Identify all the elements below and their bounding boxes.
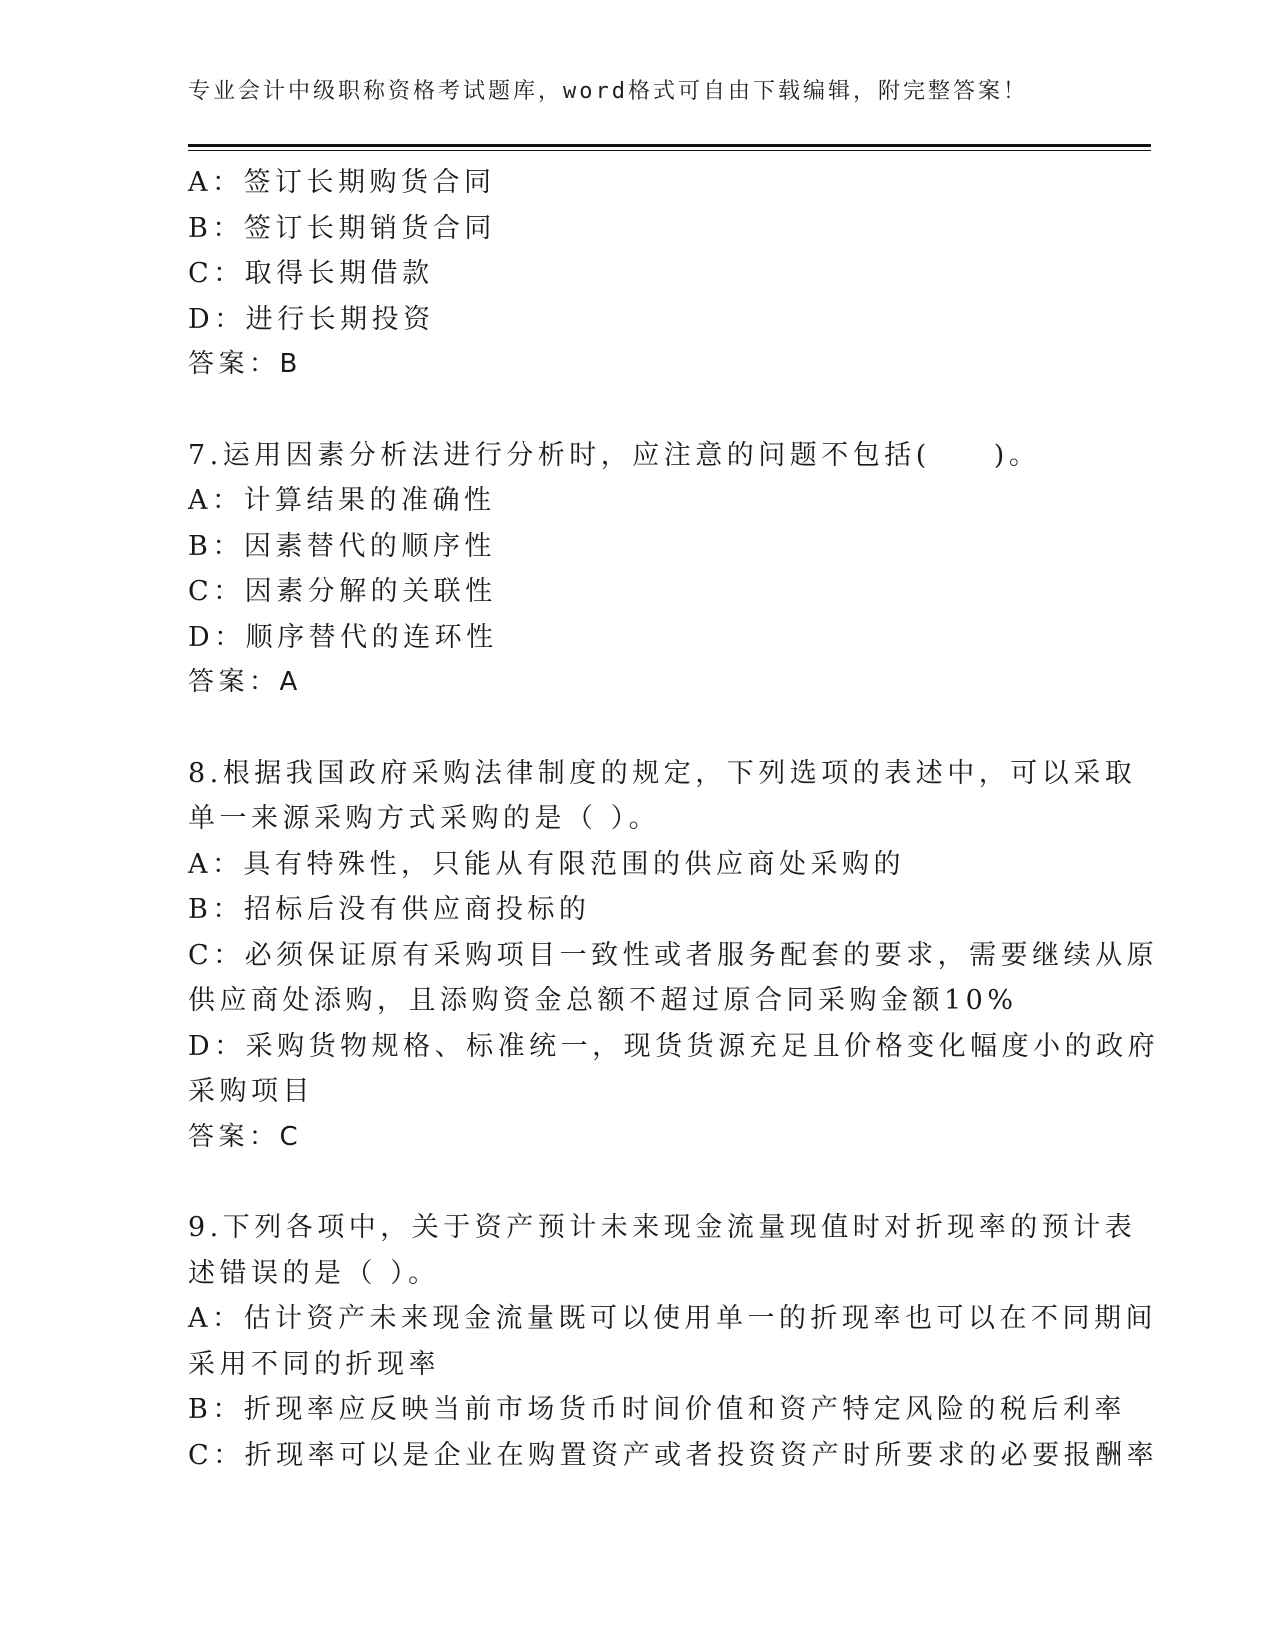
answer-line: 答案：A xyxy=(188,667,302,697)
option-line: 供应商处添购，且添购资金总额不超过原合同采购金额10% xyxy=(188,985,1018,1016)
option-line: C：折现率可以是企业在购置资产或者投资资产时所要求的必要报酬率 xyxy=(188,1439,1159,1471)
option-line: D：进行长期投资 xyxy=(188,303,435,335)
option-line: D：顺序替代的连环性 xyxy=(188,621,498,653)
page-header: 专业会计中级职称资格考试题库，word格式可自由下载编辑，附完整答案！ xyxy=(188,79,1028,104)
option-line: 采用不同的折现率 xyxy=(188,1348,440,1380)
option-line: 采购项目 xyxy=(188,1076,314,1107)
question-stem: 9.下列各项中，关于资产预计未来现金流量现值时对折现率的预计表 xyxy=(188,1212,1137,1243)
option-line: B：因素替代的顺序性 xyxy=(188,530,496,562)
header-rule-thin xyxy=(188,150,1151,151)
option-line: B：签订长期销货合同 xyxy=(188,212,496,244)
answer-line: 答案：B xyxy=(188,349,302,379)
question-stem: 述错误的是（ ）。 xyxy=(188,1257,440,1289)
option-line: A：估计资产未来现金流量既可以使用单一的折现率也可以在不同期间 xyxy=(188,1303,1157,1334)
option-line: B：招标后没有供应商投标的 xyxy=(188,894,591,925)
question-stem: 单一来源采购方式采购的是（ ）。 xyxy=(188,803,661,834)
question-stem: 7.运用因素分析法进行分析时，应注意的问题不包括( )。 xyxy=(188,439,1041,471)
option-line: A：签订长期购货合同 xyxy=(188,167,496,198)
option-line: C：因素分解的关联性 xyxy=(188,576,497,607)
option-line: C：取得长期借款 xyxy=(188,258,434,289)
question-stem: 8.根据我国政府采购法律制度的规定，下列选项的表述中，可以采取 xyxy=(188,757,1137,789)
option-line: A：计算结果的准确性 xyxy=(188,485,496,516)
option-line: B：折现率应反映当前市场货币时间价值和资产特定风险的税后利率 xyxy=(188,1394,1126,1425)
option-line: D：采购货物规格、标准统一，现货货源充足且价格变化幅度小的政府 xyxy=(188,1030,1160,1062)
question-content xyxy=(188,160,1160,1478)
header-rule-thick xyxy=(188,144,1151,147)
option-line: A：具有特殊性，只能从有限范围的供应商处采购的 xyxy=(188,848,905,880)
answer-line: 答案：C xyxy=(188,1121,303,1152)
option-line: C：必须保证原有采购项目一致性或者服务配套的要求，需要继续从原 xyxy=(188,939,1159,971)
